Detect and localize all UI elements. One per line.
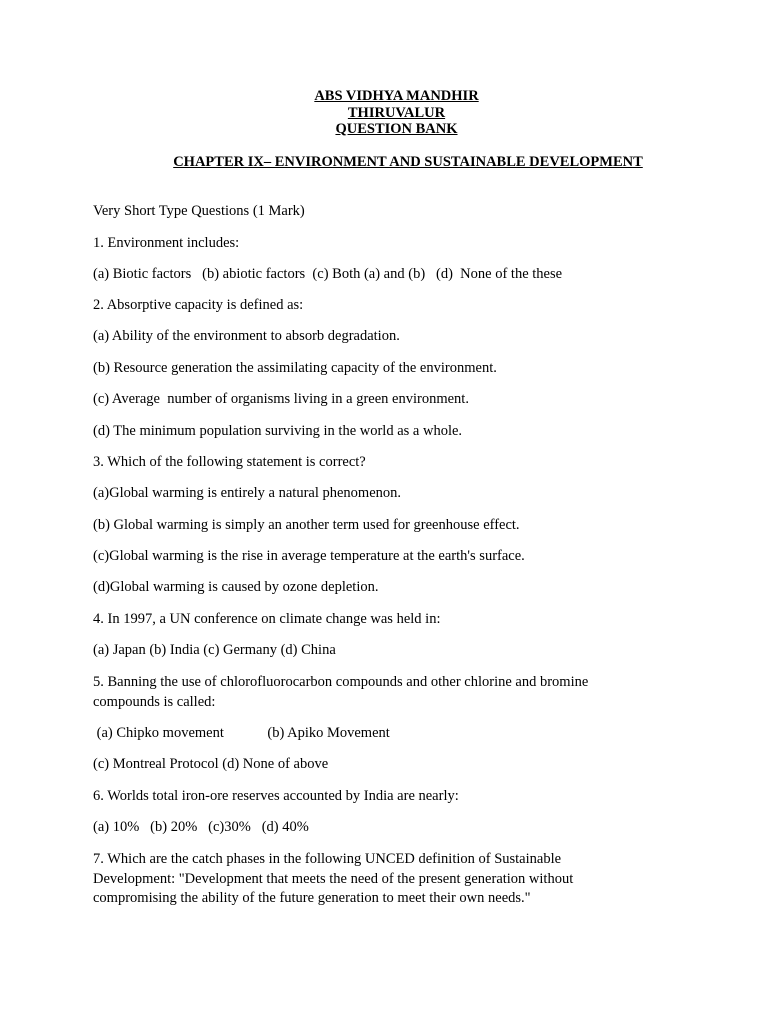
question-4: 4. In 1997, a UN conference on climate change was held in: <box>93 611 441 627</box>
document-type: QUESTION BANK <box>335 121 458 137</box>
question-6-options: (a) 10% (b) 20% (c)30% (d) 40% <box>93 819 309 835</box>
section-title: Very Short Type Questions (1 Mark) <box>93 203 305 219</box>
question-5-options-cd: (c) Montreal Protocol (d) None of above <box>93 756 329 772</box>
question-3-option-a: (a)Global warming is entirely a natural phenomenon. <box>93 485 402 501</box>
question-1-options: (a) Biotic factors (b) abiotic factors (c) Both (a) and (b) (d) None of the these <box>93 266 563 282</box>
question-3-option-c: (c)Global warming is the rise in average temperature at the earth's surface. <box>93 548 525 564</box>
question-2-option-d: (d) The minimum population surviving in the world as a whole. <box>93 423 463 439</box>
school-name: ABS VIDHYA MANDHIR <box>314 88 479 104</box>
question-5-options-ab: (a) Chipko movement (b) Apiko Movement <box>93 725 390 741</box>
question-1: 1. Environment includes: <box>93 235 240 251</box>
question-7: 7. Which are the catch phases in the following UNCED definition of Sustainable Development: "Development that meets the need of the present generation without compromising the ability of the future generation to meet their own needs." <box>93 851 574 906</box>
question-3: 3. Which of the following statement is correct? <box>93 454 366 470</box>
document-header <box>0 88 768 138</box>
question-3-option-d: (d)Global warming is caused by ozone depletion. <box>93 579 379 595</box>
question-3-option-b: (b) Global warming is simply an another term used for greenhouse effect. <box>93 517 520 533</box>
question-2-option-b: (b) Resource generation the assimilating capacity of the environment. <box>93 360 497 376</box>
question-5: 5. Banning the use of chlorofluorocarbon compounds and other chlorine and bromine compounds is called: <box>93 674 589 710</box>
chapter-title: CHAPTER IX– ENVIRONMENT AND SUSTAINABLE DEVELOPMENT <box>173 154 643 170</box>
question-2-option-a: (a) Ability of the environment to absorb degradation. <box>93 328 400 344</box>
question-6: 6. Worlds total iron-ore reserves accounted by India are nearly: <box>93 788 459 804</box>
question-2-option-c: (c) Average number of organisms living in a green environment. <box>93 391 469 407</box>
question-4-options: (a) Japan (b) India (c) Germany (d) China <box>93 642 336 658</box>
school-city: THIRUVALUR <box>347 104 446 121</box>
question-2: 2. Absorptive capacity is defined as: <box>93 297 304 313</box>
